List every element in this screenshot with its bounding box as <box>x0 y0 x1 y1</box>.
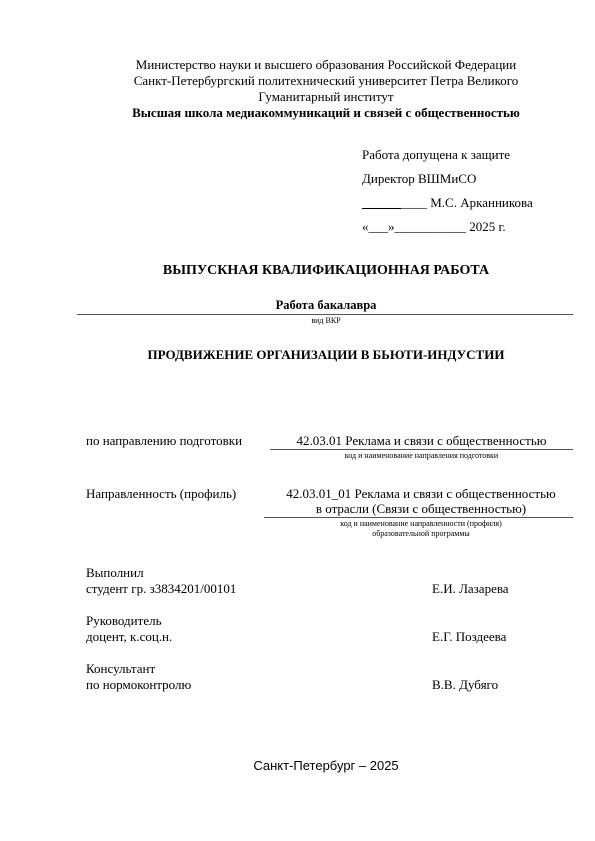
direction-value: 42.03.01 Реклама и связи с общественностью <box>296 433 547 448</box>
profile-value-line1: 42.03.01_01 Реклама и связи с общественностью <box>286 486 556 501</box>
profile-value-line2: в отрасли (Связи с общественностью) <box>315 501 527 516</box>
ministry-line: Министерство науки и высшего образования Российской Федерации <box>135 57 517 72</box>
work-type-caption: вид ВКР <box>311 316 341 325</box>
direction-underline <box>270 449 573 450</box>
signature-role-author: Выполнил <box>86 565 144 580</box>
thesis-topic: ПРОДВИЖЕНИЕ ОРГАНИЗАЦИИ В БЬЮТИ-ИНДУСТИИ <box>147 347 505 362</box>
direction-label: по направлению подготовки <box>86 433 243 448</box>
institute-line: Гуманитарный институт <box>258 89 394 104</box>
signature-name-supervisor: Е.Г. Поздеева <box>432 629 507 644</box>
direction-caption: код и наименование направления подготовки <box>344 451 499 460</box>
work-type-value: Работа бакалавра <box>275 298 377 312</box>
approval-block <box>362 147 533 243</box>
institution-header <box>0 57 595 121</box>
signature-role-consultant: Консультант <box>86 661 156 676</box>
signature-name-consultant: В.В. Дубяго <box>432 677 499 692</box>
profile-label: Направленность (профиль) <box>86 486 237 501</box>
signature-name-author: Е.И. Лазарева <box>432 581 509 596</box>
signature-area-consultant: по нормоконтролю <box>86 677 192 692</box>
profile-caption-line2: образовательной программы <box>372 529 470 538</box>
approval-line-admitted: Работа допущена к защите <box>362 147 511 162</box>
profile-underline <box>264 517 573 518</box>
signature-title-supervisor: доцент, к.соц.н. <box>86 629 173 644</box>
profile-caption-line1: код и наименование направленности (профиля) <box>340 519 502 528</box>
signature-group-author: студент гр. з3834201/00101 <box>86 581 237 596</box>
work-type-underline <box>77 314 573 315</box>
approval-line-signature <box>362 195 533 219</box>
signature-blank: ______ <box>362 195 401 210</box>
school-line: Высшая школа медиакоммуникаций и связей с общественностью <box>132 105 520 120</box>
university-line: Санкт-Петербургский политехнический университет Петра Великого <box>133 73 519 88</box>
signature-role-supervisor: Руководитель <box>86 613 162 628</box>
director-name: ____ М.С. Арканникова <box>401 195 533 210</box>
approval-line-director: Директор ВШМиСО <box>362 171 477 186</box>
approval-line-date: «___»___________ 2025 г. <box>362 219 506 234</box>
city-year-footer: Санкт-Петербург – 2025 <box>253 758 399 773</box>
document-title: ВЫПУСКНАЯ КВАЛИФИКАЦИОННАЯ РАБОТА <box>162 263 490 278</box>
